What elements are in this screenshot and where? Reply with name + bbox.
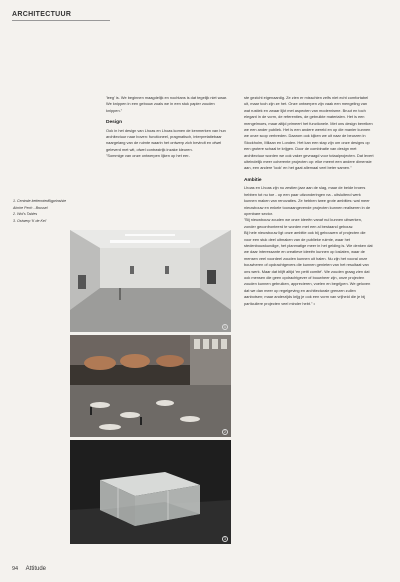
- photo-captions: [13, 198, 103, 224]
- paragraph: Bij hele nieuwbouw ligt onze ambitie ook bij gebouwen of projecten die voor een stuk deel uitmaken van de publieke ruimte, waar het stedenbouwkundige, het planmatige meer in het gelding is. We denken dat we daar interessante en creatieve ideeën kunnen op loslaten, waar de mensen veel voordeel zouden kunnen uit halen. Nu zijn het vooral onze bouwheren of opdrachtgevers die kunnen genieten van het resultaat van ons werk. Maar dat blijft altijd 'en petit comité'. We zouden graag zien dat ook mensen die geen opdrachtgever of bouwheer zijn, onze projecten zouden kunnen gebruiken, apprecieren, voelen en begrijpen. We geloven dat we dan meer op regelgeving en architecturale grenzen zullen aanbotsen; maar anderzijds krijg je ook een vorm van vrijheid die je bij particuliere projecten veel minder hebt." •: [244, 230, 373, 306]
- paragraph: "Bij nieuwbouw zouden we onze ideeën vanaf nul kunnen uitwerken, zonder geconfronteerd te worden met een al bestaand gebouw.: [244, 217, 362, 229]
- caption-line: Almire Pech - Brussel: [13, 205, 48, 210]
- photo-glass-pavilion: [70, 440, 231, 544]
- article-column-b: [244, 95, 374, 307]
- photo-gallery-hall: [70, 230, 231, 332]
- photo-number: 1: [222, 324, 228, 330]
- photo-number: 2: [222, 429, 228, 435]
- page-footer: [12, 566, 46, 572]
- photo-brewery-restaurant: [70, 335, 231, 437]
- heading-design: Design: [106, 120, 122, 126]
- section-title: ARCHITECTUUR: [12, 11, 72, 18]
- page-number: 94: [12, 566, 19, 572]
- photo-number: 3: [222, 536, 228, 542]
- magazine-name: Attitude: [25, 566, 47, 572]
- paragraph: 'leeg' is. We beginnen maagdelijk en nochtans is dat tegelijk niet waar. We knippen in een gebouw zoals we in een stuk papier zouden knippen.": [106, 95, 228, 113]
- caption-line: 2. Wol's Tables: [13, 212, 38, 216]
- paragraph: Lhoas en Lhoas zijn nu zestien jaar aan de slag, maar de beide broers hebben tot nu toe - op een paar uitzonderingen na - uitsluitend werk kunnen maken van renovaties. Ze hebben twee grote ambities: wat meer nieuwbouw en enkele toonaangevende projecten kunnen realiseren in de openbare sector.: [244, 185, 371, 216]
- paragraph: "Sommige van onze ontwerpen lijken op het eer-: [106, 153, 190, 159]
- caption-line: 1. Centrale kettenotediligprinsiste: [13, 199, 67, 203]
- caption-line: 3. Ostwerp 'K de Kei': [13, 218, 47, 223]
- paragraph: Ook in het design van Lhoas en Lhoas komen de kenmerken van hun architectuur naar boven: functioneel, pragmatisch, interpretatiebaar naargelang van de ruimte waarin het ontwerp zich bevindt en ofwel geleverd met wit, ofwel contrastrijk inzake kleuren.: [106, 127, 226, 152]
- heading-ambitie: Ambitie: [244, 177, 262, 183]
- section-rule: [12, 20, 110, 21]
- article-column-a: [106, 95, 228, 160]
- paragraph: ste gezicht eigenaardig. Ze zien er misschien zelfs niet echt comfortabel uit, maar toch zijn ze het. Onze ontwerpen zijn vaak een mengeling van wat rustiek en zwaar lijkt met aspecten van modernisme. Bruut en toch elegant in de vorm, de referenties, de gebruikte materialen. Het is een mengelmoes, maar altijd primeert het functionele. Met ons design bereiken we een ander publiek. Het is een andere wereld en op die manier kunnen we onze scop verbreden. Daarom ook kijken we uit naar de beurzen in Stockholm, Milaan en Londen. Het kan een stap zijn om onze designs op een grotere schaal te krijgen. Door de combinatie van design met architectuur worden we ook vaker gevraagd voor totaalprojecten. Dat levert uiteindelijk meer coherente projecten op: elke meent een andere dimensie aan, een andere 'look' en het gaat allemaal veel beter samen.": [244, 95, 374, 171]
